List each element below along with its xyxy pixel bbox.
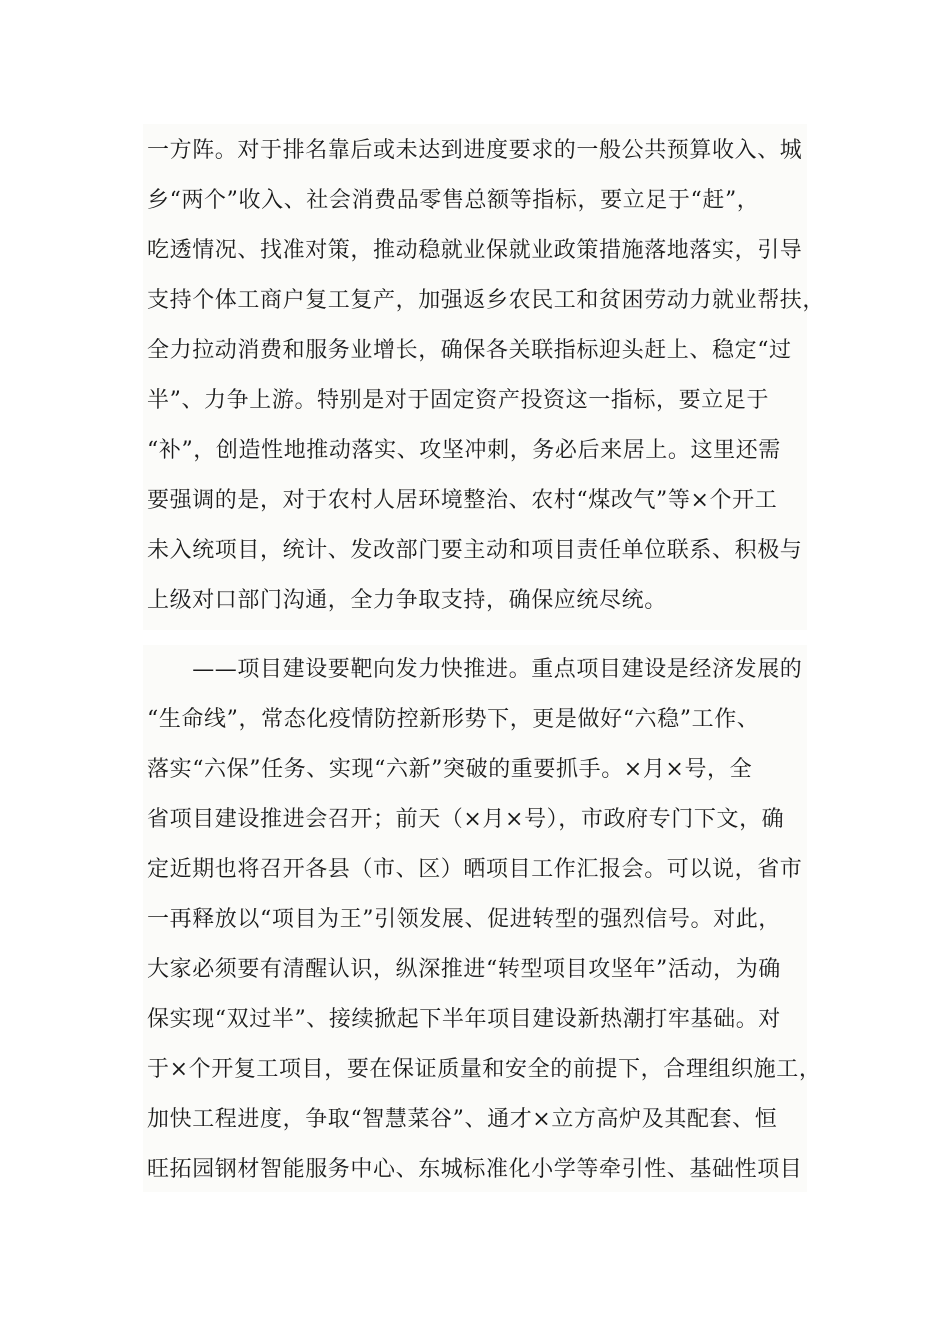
text-line: 要强调的是，对于农村人居环境整治、农村“煤改气”等×个开工 xyxy=(147,488,778,513)
text-line: 加快工程进度，争取“智慧菜谷”、通才×立方高炉及其配套、恒 xyxy=(147,1107,778,1132)
paragraph-2 xyxy=(143,645,822,1192)
text-line: 于×个开复工项目，要在保证质量和安全的前提下，合理组织施工， xyxy=(147,1057,822,1082)
text-line: 大家必须要有清醒认识，纵深推进“转型项目攻坚年”活动，为确 xyxy=(147,957,781,982)
text-line: 省项目建设推进会召开；前天（×月×号），市政府专门下文，确 xyxy=(147,807,785,832)
text-line: 旺拓园钢材智能服务中心、东城标准化小学等牵引性、基础性项目 xyxy=(147,1157,803,1182)
text-line: 未入统项目，统计、发改部门要主动和项目责任单位联系、积极与 xyxy=(147,538,803,563)
text-line: 一方阵。对于排名靠后或未达到进度要求的一般公共预算收入、城 xyxy=(147,138,803,163)
text-line: 保实现“双过半”、接续掀起下半年项目建设新热潮打牢基础。对 xyxy=(147,1007,781,1032)
text-line: ——项目建设要靶向发力快推进。重点项目建设是经济发展的 xyxy=(147,657,803,682)
text-line: 一再释放以“项目为王”引领发展、促进转型的强烈信号。对此， xyxy=(147,907,781,932)
text-line: 吃透情况、找准对策，推动稳就业保就业政策措施落地落实，引导 xyxy=(147,238,803,263)
text-line: 定近期也将召开各县（市、区）晒项目工作汇报会。可以说，省市 xyxy=(147,857,803,882)
text-line: 支持个体工商户复工复产，加强返乡农民工和贫困劳动力就业帮扶， xyxy=(147,288,826,313)
text-line: 乡“两个”收入、社会消费品零售总额等指标，要立足于“赶”， xyxy=(147,188,760,213)
paragraph-1 xyxy=(143,124,826,630)
text-line: 全力拉动消费和服务业增长，确保各关联指标迎头赶上、稳定“过 xyxy=(147,338,792,363)
text-line: 落实“六保”任务、实现“六新”突破的重要抓手。×月×号，全 xyxy=(147,757,753,782)
text-line: 上级对口部门沟通，全力争取支持，确保应统尽统。 xyxy=(147,588,667,613)
text-line: “补”，创造性地推动落实、攻坚冲刺，务必后来居上。这里还需 xyxy=(147,438,781,463)
text-line: “生命线”，常态化疫情防控新形势下，更是做好“六稳”工作、 xyxy=(147,707,760,732)
text-line: 半”、力争上游。特别是对于固定资产投资这一指标，要立足于 xyxy=(147,388,770,413)
